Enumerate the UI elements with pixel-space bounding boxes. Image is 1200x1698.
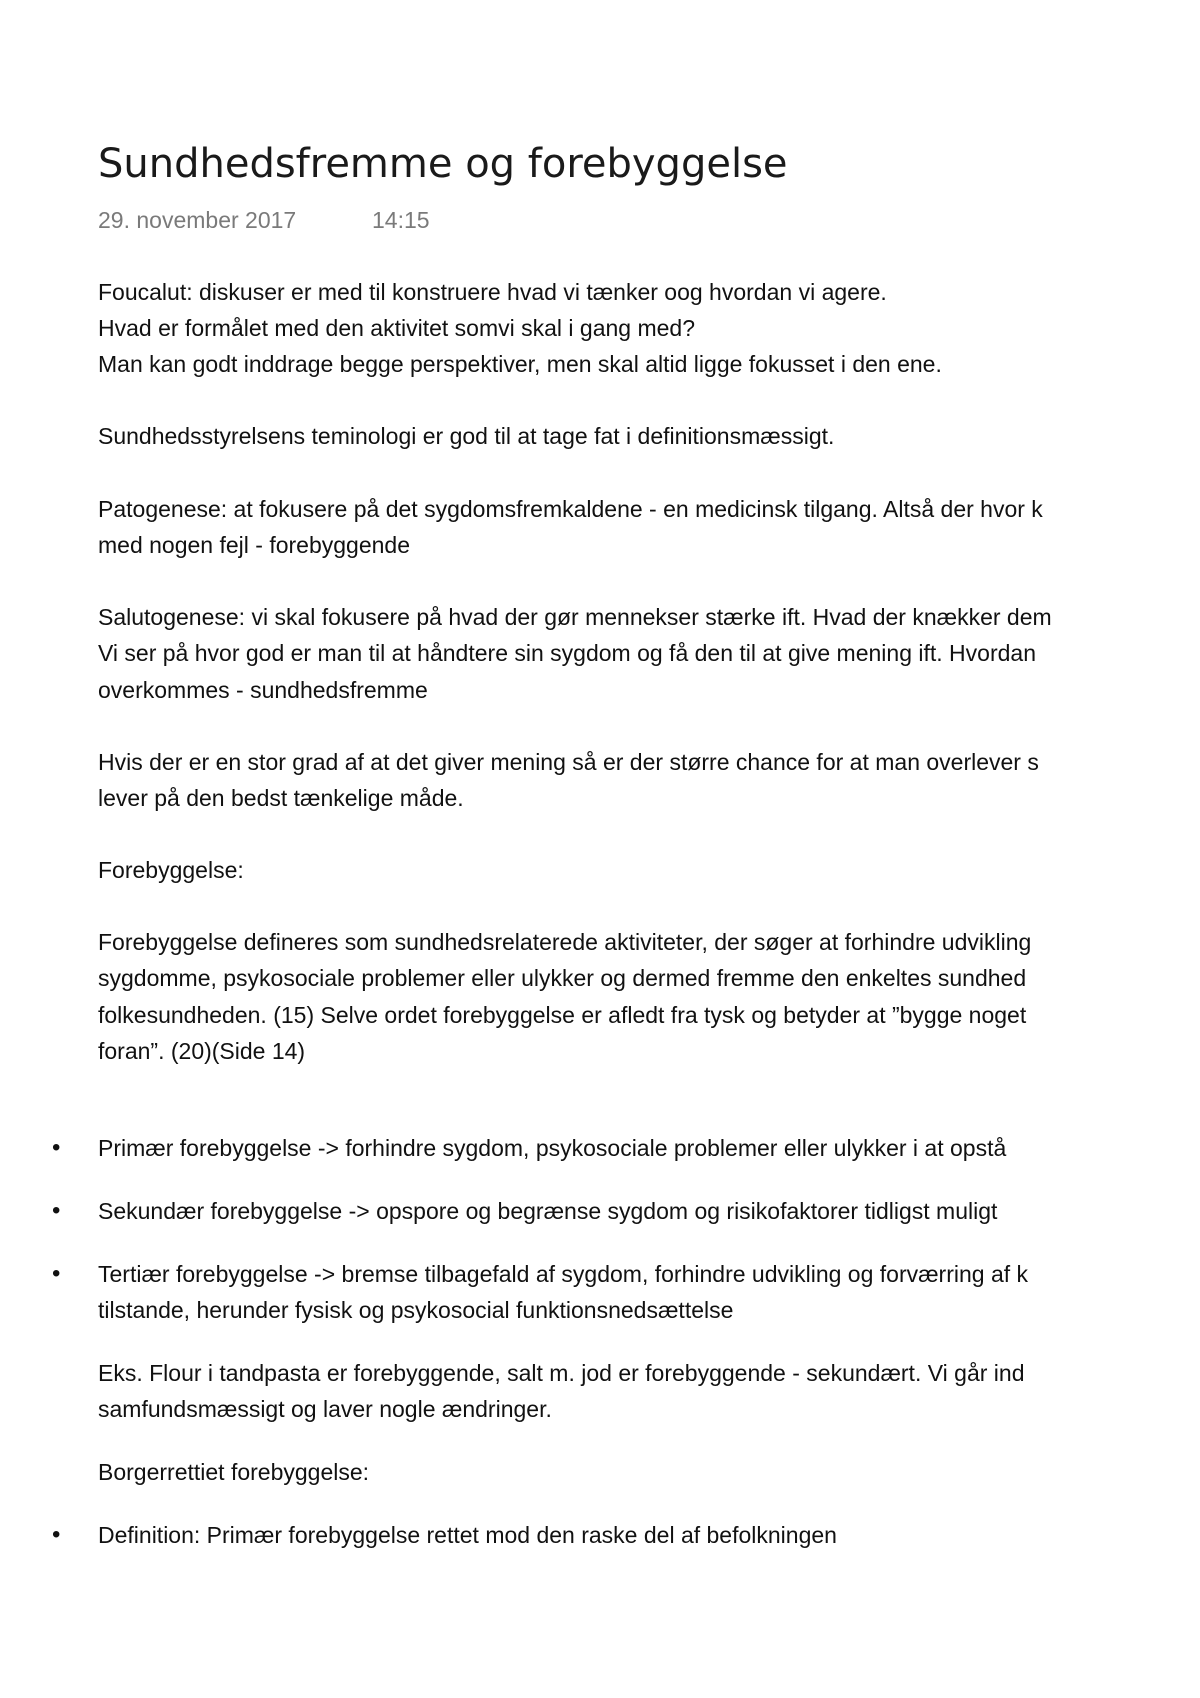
text-line: Eks. Flour i tandpasta er forebyggende, salt m. jod er forebyggende - sekundært. Vi går ind: [98, 1360, 1025, 1386]
text-line: samfundsmæssigt og laver nogle ændringer.: [98, 1396, 552, 1422]
text-line: tilstande, herunder fysisk og psykosocial funktionsnedsættelse: [98, 1297, 734, 1323]
text-line: Foucalut: diskuser er med til konstruere hvad vi tænker oog hvordan vi agere.: [98, 279, 887, 305]
bullet-icon: •: [52, 1521, 61, 1548]
note-date: 29. november 2017: [98, 207, 297, 233]
bullet-icon: •: [52, 1134, 61, 1161]
text-line: Hvad er formålet med den aktivitet somvi skal i gang med?: [98, 315, 695, 341]
text-line: Salutogenese: vi skal fokusere på hvad der gør mennekser stærke ift. Hvad der knækker dem: [98, 604, 1052, 630]
text-line: overkommes - sundhedsfremme: [98, 677, 428, 703]
text-line: Forebyggelse defineres som sundhedsrelaterede aktiviteter, der søger at forhindre udvikling: [98, 929, 1032, 955]
text-line: Hvis der er en stor grad af at det giver mening så er der større chance for at man overlever s: [98, 749, 1039, 775]
text-line: Borgerrettiet forebyggelse:: [98, 1459, 370, 1485]
text-line: lever på den bedst tænkelige måde.: [98, 785, 464, 811]
text-line: med nogen fejl - forebyggende: [98, 532, 410, 558]
text-line: Forebyggelse:: [98, 857, 244, 883]
text-line: sygdomme, psykosociale problemer eller ulykker og dermed fremme den enkeltes sundhed: [98, 965, 1027, 991]
text-line: Tertiær forebyggelse -> bremse tilbagefald af sygdom, forhindre udvikling og forværring af k: [98, 1261, 1029, 1287]
text-line: Definition: Primær forebyggelse rettet mod den raske del af befolkningen: [98, 1522, 837, 1548]
note-time: 14:15: [372, 207, 430, 233]
text-line: Patogenese: at fokusere på det sygdomsfremkaldene - en medicinsk tilgang. Altså der hvor k: [98, 496, 1043, 522]
text-line: Sekundær forebyggelse -> opspore og begrænse sygdom og risikofaktorer tidligst muligt: [98, 1198, 998, 1224]
text-line: Primær forebyggelse -> forhindre sygdom, psykosociale problemer eller ulykker i at opstå: [98, 1135, 1007, 1161]
bullet-icon: •: [52, 1260, 61, 1287]
text-line: foran”. (20)(Side 14): [98, 1038, 306, 1064]
text-line: Man kan godt inddrage begge perspektiver, men skal altid ligge fokusset i den ene.: [98, 351, 942, 377]
bullet-icon: •: [52, 1197, 61, 1224]
text-line: Sundhedsstyrelsens teminologi er god til at tage fat i definitionsmæssigt.: [98, 423, 835, 449]
text-line: folkesundheden. (15) Selve ordet forebyggelse er afledt fra tysk og betyder at ”bygge noget: [98, 1002, 1027, 1028]
text-line: Vi ser på hvor god er man til at håndtere sin sygdom og få den til at give mening ift. Hvordan: [98, 640, 1036, 666]
page-title: Sundhedsfremme og forebyggelse: [98, 141, 788, 187]
